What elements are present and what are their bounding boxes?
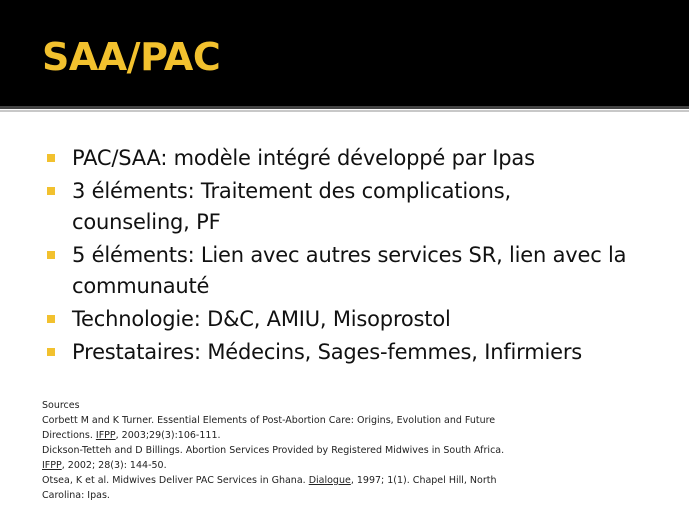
- reference-text: Directions.: [42, 430, 96, 441]
- sources-heading: Sources: [42, 400, 80, 411]
- square-bullet-icon: [47, 251, 55, 259]
- title-bar: [0, 0, 689, 106]
- reference-line: Dickson-Tetteh and D Billings. Abortion Services Provided by Registered Midwives in South Africa.: [42, 445, 505, 456]
- bullet-text-line: communauté: [72, 274, 210, 298]
- reference-text: Otsea, K et al. Midwives Deliver PAC Services in Ghana.: [42, 475, 309, 486]
- bullet-text-line: PAC/SAA: modèle intégré développé par Ipas: [72, 146, 535, 170]
- bullet-text-line: Technologie: D&C, AMIU, Misoprostol: [72, 307, 451, 331]
- slide-title: SAA/PAC: [42, 35, 221, 79]
- reference-line: [42, 428, 662, 443]
- reference-line: [42, 473, 662, 488]
- sources-block: [42, 398, 662, 503]
- reference-text: , 2002; 28(3): 144-50.: [61, 460, 167, 471]
- bullet-item: [44, 143, 674, 174]
- square-bullet-icon: [47, 154, 55, 162]
- bullet-item: [44, 176, 674, 238]
- bullet-text-line: Prestataires: Médecins, Sages-femmes, Infirmiers: [72, 340, 583, 364]
- bullet-item: [44, 337, 674, 368]
- reference-line: [42, 458, 662, 473]
- header-divider: [0, 106, 689, 109]
- journal-name: IFPP: [42, 460, 62, 471]
- journal-name: IFPP: [95, 430, 116, 441]
- reference-text: , 1997; 1(1). Chapel Hill, North: [350, 475, 497, 486]
- bullet-list: [44, 143, 674, 370]
- bullet-item: [44, 240, 674, 302]
- bullet-text-line: counseling, PF: [72, 210, 221, 234]
- bullet-text-line: 5 éléments: Lien avec autres services SR, lien avec la: [72, 243, 627, 267]
- square-bullet-icon: [47, 315, 55, 323]
- reference-text: , 2003;29(3):106-111.: [115, 430, 221, 441]
- header-divider-shadow: [0, 110, 689, 112]
- square-bullet-icon: [47, 348, 55, 356]
- bullet-item: [44, 304, 674, 335]
- journal-name: Dialogue: [308, 475, 351, 486]
- square-bullet-icon: [47, 187, 55, 195]
- reference-line: Carolina: Ipas.: [42, 490, 110, 501]
- bullet-text-line: 3 éléments: Traitement des complications,: [72, 179, 511, 203]
- reference-line: Corbett M and K Turner. Essential Elements of Post-Abortion Care: Origins, Evolution and Future: [42, 415, 496, 426]
